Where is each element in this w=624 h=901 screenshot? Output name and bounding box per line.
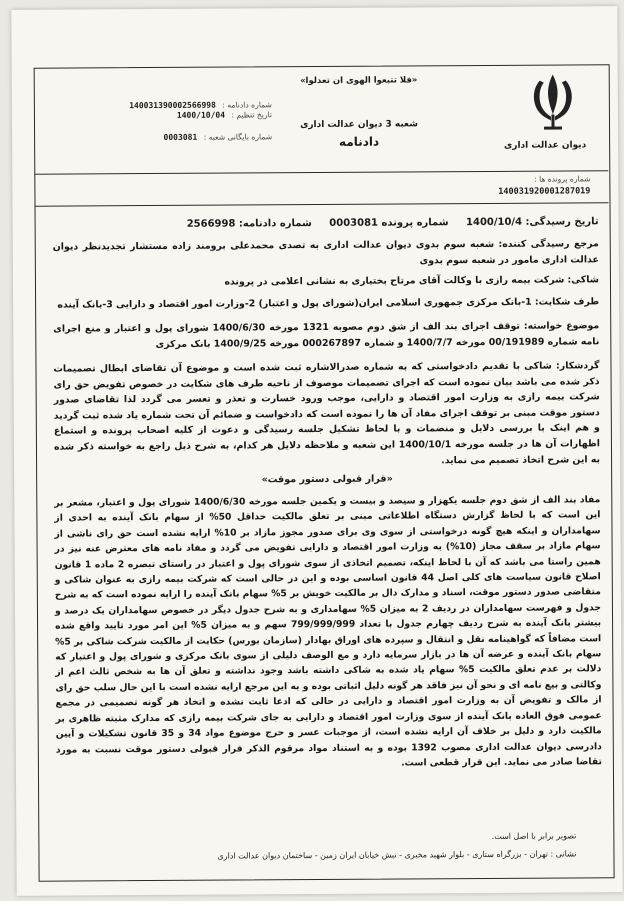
document-title: دادنامه: [338, 134, 380, 149]
branch-name: شعبه 3 دیوان عدالت اداری: [300, 119, 418, 131]
archive-number-row: [72, 132, 272, 142]
decision-number-label: شماره دادنامه :: [222, 100, 272, 110]
authority-paragraph: مرجع رسیدگی کننده: شعبه سوم بدوی دیوان عدالت اداری به تصدی محمدعلی برومند زاده مستشار تجدیدنظر دیوان عدالت اداری مامور در شعبه سوم بدوی: [52, 238, 599, 266]
court-name: دیوان عدالت اداری: [503, 140, 587, 151]
case-number: شماره پرونده 0003081: [329, 217, 449, 229]
file-number-label: شماره پرونده ها :: [534, 174, 591, 184]
report-paragraph: گردشکار: شاکی با تقدیم دادخواستی که به شماره صدرالاشاره ثبت شده است و موضوع آن تقاضای ابطال تصمیمات ذکر شده می باشد بیان نموده است که اجرای تصمیمات موصوف از ناحیه طرف های شکایت در خصوص تفویض حق رای شرکت بیمه رازی به وزارت امور اقتصاد و دارایی، موجب ورود خسارت و تعذر و تعسر می گردد لذا تقاضای صدور دستور موقت مبنی بر توقف اجرای مفاد آن ها را نموده است که دادخواست و ضمائم آن تحت شماره یاد شده ثبت گردید و هم اینک با بررسی دلایل و منضمات و با لحاظ تشکیل جلسه رسیدگی و دعوت از کلیه اصحاب پرونده و استماع اظهارات آن ها در جلسه مورخه 1400/10/1 این شعبه و ملاحظه دلایل هر کدام، به شرح ذیل راجع به خواسته ذکر شده به این شرح اتخاذ تصمیم می نماید.: [53, 360, 601, 466]
court-address: نشانی : تهران - بزرگراه ستاری - بلوار شهید مخبری - نبش خیابان ایران زمین - ساختمان دیوان عدالت اداری: [217, 849, 577, 861]
iran-emblem-icon: [522, 70, 584, 138]
quranic-verse: «فلا تتبعوا الهوی ان تعدلوا»: [300, 75, 418, 87]
document-sheet: [11, 6, 622, 896]
decision-number-value: 140031390002566998: [129, 100, 216, 111]
archive-number-value: 0003081: [163, 132, 198, 142]
receipt-date: تاریخ رسیدگی: 1400/10/4: [465, 216, 599, 229]
issue-date-value: 1400/10/04: [176, 110, 226, 120]
defendants-paragraph: طرف شکایت: 1-بانک مرکزی جمهوری اسلامی ایران(شورای پول و اعتبار) 2-وزارت امور اقتصاد و دارایی 3-بانک آینده: [57, 296, 600, 311]
subject-paragraph: موضوع خواسته: توقف اجرای بند الف از شق دوم مصوبه 1321 مورخه 1400/6/30 شورای پول و اعتبار و منع اجرای نامه شماره 00/191989 مورخه 1400/7/7 و شماره 000267897 مورخه 1400/9/25 بانک مرکزی: [53, 320, 600, 350]
issue-date-label: تاریخ تنظیم :: [231, 110, 272, 120]
archive-number-label: شماره بایگانی شعبه :: [203, 132, 273, 142]
decision-number-row: [72, 100, 272, 110]
decision-paragraph: مفاد بند الف از شق دوم جلسه یکهزار و سیصد و بیست و یکمین جلسه مورخه 1400/6/30 شورای پول و اعتبار، مشعر بر این است که با لحاظ گزارش دستگاه اطلاعاتی مبنی بر تعلق مالکیت حداقل 50% از سهام بانک آینده به احدی از سهامداران و اینکه هیچ گونه درخواستی از سوی وی برای صدور مجوز مازاد بر 10% ارایه نشده است حق رای ناشی از سهام مازاد بر سقف مجاز (10%) به وزارت امور اقتصاد و دارایی تفویض می گردد و مفاد نامه های معترض عنه نیز در همین راستا می باشد که آن با لحاظ اینکه، تصمیم اتخاذی از سوی شورای پول و اعتبار در راستای تبصره 2 ماده 1 قانون اصلاح قانون سیاست های کلی اصل 44 قانون اساسی بوده و این در حالی است که شرکت بیمه رازی به عنوان شاکی و متقاضی صدور دستور موقت، اسناد و مدارک دال بر مالکیت خویش بر 5% سهام بانک آینده را ارایه نموده است که به شرح جدول و فهرست سهامداران در ردیف 2 به میزان 5% سهامداری و به شرح جدول دیگر در خصوص سهامداران یک درصد و بیشتر بانک آینده به شرح ردیف چهارم جدول با تعداد 799/999/999 سهم و به میزان 5% این امر مورد تایید واقع شده است مضافاً که گواهینامه نقل و انتقال و سپرده های اوراق بهادار (سازمان بورس) حکایت از مالکیت شرکت شاکی بر 5% سهام بانک آینده و عرضه آن ها در بازار سرمایه دارد و مع الوصف دلیلی از سوی بانک مرکزی و شورای پول و اعتبار که دلالت بر عدم تعلق مالکیت 5% سهام یاد شده به شاکی داشته باشد وجود نداشته و تعلق آن ها به شخص ثالث اعم از وکالتی و بیع نامه ای و نحو آن نیز فاقد هر گونه دلیل اثباتی بوده و به این مرجع ارایه نشده است با این حال سلب حق رای از مالک و تفویض آن به وزارت امور اقتصاد و دارایی در حالی که ادعا ثابت نشده و اتخاذ هر گونه تصمیمی در مجمع عمومی فوق العاده بانک آینده از سوی وزارت امور اقتصاد و دارایی به جای شرکت بیمه رازی که مدارک مثبته ظاهری بر مالکیت دارد و دلیل بر خلاف آن ارایه نشده است، از موجبات عسر و حرج موضوع مواد 34 و 35 قانون تشکیلات و آیین دادرسی دیوان عدالت اداری مصوب 1392 بوده و به استناد مواد مرقوم الذکر قرار قبولی دستور موقت نسبت به مورد تقاضا صادر می نماید. این قرار قطعی است.: [54, 494, 602, 769]
plaintiff-paragraph: شاکی: شرکت بیمه رازی با وکالت آقای مرتاح بختیاری به نشانی اعلامی در پرونده: [224, 274, 599, 288]
file-number-value: 140031920001287019: [498, 186, 591, 197]
decision-heading: «قرار قبولی دستور موقت»: [261, 473, 393, 486]
summary-decision-number: شماره دادنامه: 2566998: [186, 218, 312, 230]
copy-note: تصویر برابر با اصل است.: [491, 831, 577, 841]
issue-date-row: [72, 110, 272, 120]
